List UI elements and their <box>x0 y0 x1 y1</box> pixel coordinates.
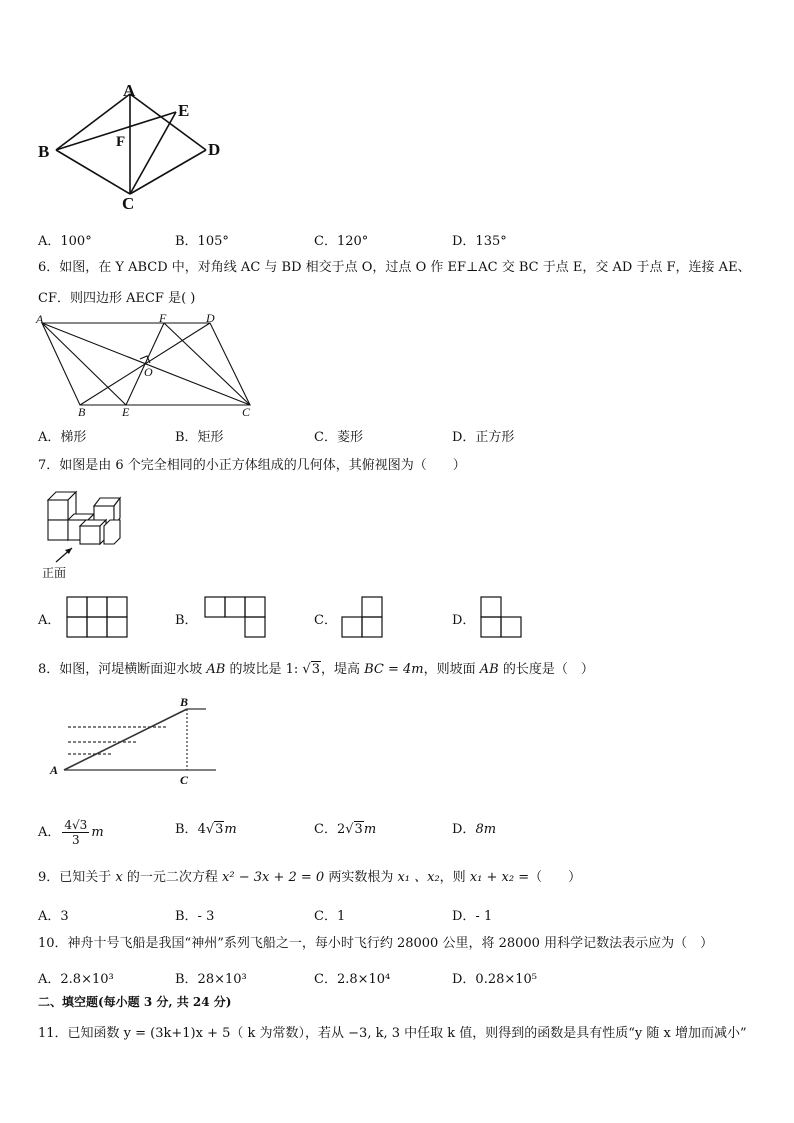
q5-figure <box>36 82 236 212</box>
q6-option-c: C．菱形 <box>314 430 363 445</box>
svg-text:F: F <box>159 312 167 325</box>
q8-option-a-unit: m <box>91 825 104 840</box>
q9-text-4: ，则 <box>439 870 470 885</box>
q8-option-d-label: D． <box>452 822 476 837</box>
q8-option-c-label: C． <box>314 822 337 837</box>
svg-text:D: D <box>208 140 221 159</box>
q9-equation: x² − 3x + 2 = 0 <box>222 870 325 885</box>
q6-option-d: D．正方形 <box>452 430 515 445</box>
svg-text:A: A <box>123 82 136 100</box>
q8-bc-eq: BC = 4m <box>364 662 424 677</box>
q7-option-a-label: A． <box>38 613 61 628</box>
svg-text:C: C <box>122 194 135 212</box>
q8-text-3: ，堤高 <box>321 662 365 677</box>
q9-text-1: 9．已知关于 <box>38 870 116 885</box>
q9-text-5: （ ） <box>529 870 582 885</box>
edge-ad <box>130 94 206 150</box>
svg-text:A: A <box>36 312 44 326</box>
svg-text:B: B <box>38 142 50 161</box>
q6-question-line1: 6．如图，在 Y ABCD 中，对角线 AC 与 BD 相交于点 O，过点 O 作 EF⊥AC 交 BC 于点 E，交 AD 于点 F，连接 AE、 <box>38 260 751 275</box>
q10-option-c: C．2.8×10⁴ <box>314 972 391 987</box>
q8-option-a <box>38 818 104 847</box>
q8-figure <box>46 694 216 788</box>
q8-text-4: ，则坡面 <box>423 662 480 677</box>
q7-option-c-label: C． <box>314 613 337 628</box>
slope-ab <box>64 709 187 770</box>
q9-option-c: C．1 <box>314 909 346 924</box>
q7-cube-figure <box>38 488 128 568</box>
q7-option-d-label: D． <box>452 613 476 628</box>
q5-option-d: D．135° <box>452 234 507 249</box>
q8-option-b-unit: m <box>224 822 237 837</box>
q6-option-b: B．矩形 <box>175 430 224 445</box>
q8-option-c-sqrt: 3 <box>354 822 363 837</box>
q8-option-b: B．4√3m <box>175 822 237 837</box>
svg-text:O: O <box>144 365 153 379</box>
segment-ae <box>42 323 126 405</box>
q8-option-a-label: A． <box>38 825 61 840</box>
q7-question: 7．如图是由 6 个完全相同的小正方体组成的几何体，其俯视图为（ ） <box>38 458 466 473</box>
svg-text:A: A <box>50 763 59 777</box>
segment-ef <box>126 323 164 405</box>
q9-option-d: D．- 1 <box>452 909 493 924</box>
svg-text:B: B <box>180 695 189 709</box>
q8-option-d-value: 8m <box>475 822 497 837</box>
q6-option-a: A．梯形 <box>38 430 87 445</box>
q8-ab: AB <box>206 662 226 677</box>
segment-cf <box>164 323 250 405</box>
svg-text:E: E <box>178 101 190 120</box>
q5-option-b: B．105° <box>175 234 229 249</box>
q8-option-a-denominator: 3 <box>72 833 80 847</box>
q10-question: 10．神舟十号飞船是我国“神州”系列飞船之一，每小时飞行约 28000 公里，将 28000 用科学记数法表示应为（ ） <box>38 936 714 951</box>
q11-question: 11．已知函数 y = (3k+1)x + 5（ k 为常数），若从 −3, k, 3 中任取 k 值，则得到的函数是具有性质“y 随 x 增加而减小” <box>38 1026 747 1041</box>
q8-text-1: 8．如图，河堤横断面迎水坡 <box>38 662 207 677</box>
q7-option-a-figure <box>66 596 128 638</box>
q8-option-b-coef: 4 <box>197 822 206 837</box>
q6-question-line2: CF．则四边形 AECF 是( ) <box>38 291 196 306</box>
svg-text:D: D <box>206 312 215 325</box>
front-view-label: 正面 <box>42 566 67 580</box>
q9-text-3: 两实数根为 <box>324 870 398 885</box>
edge-cd <box>130 150 206 194</box>
section-title: 二、填空题(每小题 3 分, 共 24 分) <box>38 995 232 1009</box>
q8-option-b-label: B． <box>175 822 198 837</box>
q8-option-d <box>452 818 496 837</box>
q8-question: 8．如图，河堤横断面迎水坡 AB 的坡比是 1: √3，堤高 BC = 4m，则坡面 AB 的长度是（ ） <box>38 662 594 677</box>
q7-option-b-figure <box>204 596 266 638</box>
q8-option-b-sqrt: 3 <box>215 822 224 837</box>
q10-option-a: A．2.8×10³ <box>38 972 114 987</box>
q10-option-b: B．28×10³ <box>175 972 247 987</box>
q8-option-c-unit: m <box>363 822 377 837</box>
q9-question <box>38 869 581 887</box>
q9-option-b: B．- 3 <box>175 909 215 924</box>
q9-roots: x₁ 、x₂ <box>397 870 440 885</box>
q7-option-d-figure <box>480 596 522 638</box>
q5-option-a: A．100° <box>38 234 92 249</box>
q8-sqrt: 3 <box>311 662 320 677</box>
q7-option-b-label: B． <box>175 613 198 628</box>
svg-text:E: E <box>122 405 130 419</box>
svg-text:C: C <box>242 405 251 419</box>
q8-option-a-numerator: 4√3 <box>64 818 88 832</box>
q8-ab-2: AB <box>479 662 499 677</box>
svg-text:B: B <box>78 405 86 419</box>
q9-var-x: x <box>115 870 123 885</box>
q9-text-2: 的一元二次方程 <box>122 870 223 885</box>
q9-sum: x₁ + x₂ = <box>469 870 530 885</box>
q10-option-d: D．0.28×10⁵ <box>452 972 538 987</box>
q7-option-c-figure <box>341 596 383 638</box>
q6-figure <box>34 312 260 420</box>
q8-text-5: 的长度是（ ） <box>498 662 594 677</box>
q9-option-a: A．3 <box>38 909 69 924</box>
edge-bc <box>56 150 130 194</box>
q5-option-c: C．120° <box>314 234 369 249</box>
svg-text:C: C <box>180 773 189 787</box>
q8-text-2: 的坡比是 1: <box>225 662 303 677</box>
q8-option-c-coef: 2 <box>336 822 346 837</box>
svg-text:F: F <box>116 134 126 150</box>
q8-option-c: C．2√3m <box>314 822 377 837</box>
